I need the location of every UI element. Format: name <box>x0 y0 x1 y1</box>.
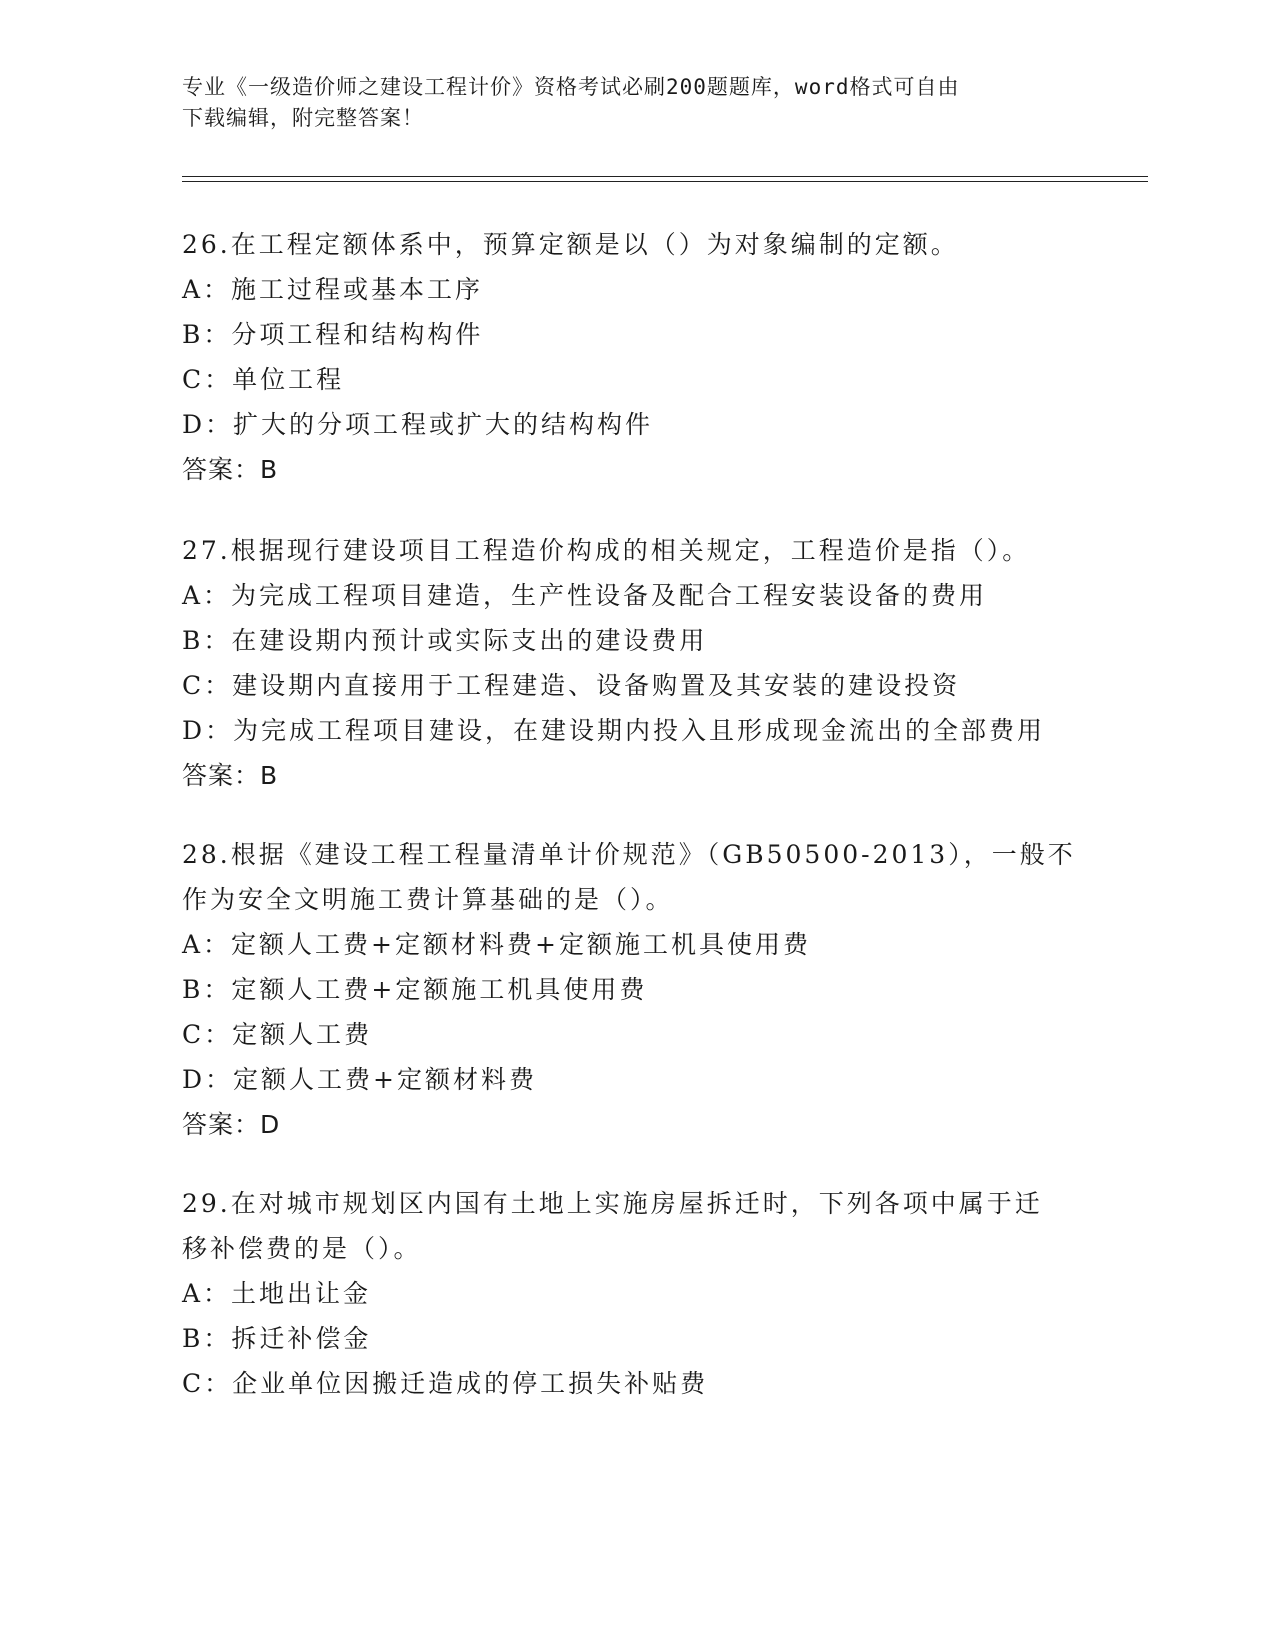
question-26 <box>182 222 1082 492</box>
option-d: D：为完成工程项目建设，在建设期内投入且形成现金流出的全部费用 <box>182 716 1046 745</box>
question-stem-line-2: 移补偿费的是（）。 <box>182 1234 422 1263</box>
option-c: C：建设期内直接用于工程建造、设备购置及其安装的建设投资 <box>182 671 961 700</box>
header-line-2: 下载编辑，附完整答案！ <box>182 106 424 130</box>
question-stem-line-1: 28.根据《建设工程工程量清单计价规范》（GB50500-2013），一般不 <box>182 840 1076 869</box>
option-a: A：为完成工程项目建造，生产性设备及配合工程安装设备的费用 <box>182 581 988 610</box>
option-b: B：拆迁补偿金 <box>182 1324 372 1353</box>
answer: 答案：B <box>182 761 279 790</box>
option-d: D：定额人工费+定额材料费 <box>182 1065 537 1094</box>
question-stem: 26.在工程定额体系中，预算定额是以（）为对象编制的定额。 <box>182 230 959 259</box>
header-divider-bottom <box>182 181 1148 182</box>
option-c: C：单位工程 <box>182 365 345 394</box>
option-a: A：土地出让金 <box>182 1279 372 1308</box>
document-header <box>182 72 1062 134</box>
header-line-1: 专业《一级造价师之建设工程计价》资格考试必刷200题题库，word格式可自由 <box>182 75 960 99</box>
answer: 答案：B <box>182 455 279 484</box>
question-stem-line-1: 29.在对城市规划区内国有土地上实施房屋拆迁时，下列各项中属于迁 <box>182 1189 1043 1218</box>
option-b: B：定额人工费+定额施工机具使用费 <box>182 975 648 1004</box>
header-divider-top <box>182 176 1148 177</box>
option-a: A：施工过程或基本工序 <box>182 275 484 304</box>
option-d: D：扩大的分项工程或扩大的结构构件 <box>182 410 654 439</box>
option-b: B：分项工程和结构构件 <box>182 320 484 349</box>
answer: 答案：D <box>182 1110 281 1139</box>
option-b: B：在建设期内预计或实际支出的建设费用 <box>182 626 708 655</box>
question-stem-line-2: 作为安全文明施工费计算基础的是（）。 <box>182 885 674 914</box>
option-a: A：定额人工费+定额材料费+定额施工机具使用费 <box>182 930 811 959</box>
option-c: C：定额人工费 <box>182 1020 373 1049</box>
question-29 <box>182 1181 1082 1406</box>
question-27 <box>182 528 1082 798</box>
question-stem: 27.根据现行建设项目工程造价构成的相关规定，工程造价是指（）。 <box>182 536 1031 565</box>
question-28 <box>182 832 1082 1147</box>
option-c: C：企业单位因搬迁造成的停工损失补贴费 <box>182 1369 709 1398</box>
